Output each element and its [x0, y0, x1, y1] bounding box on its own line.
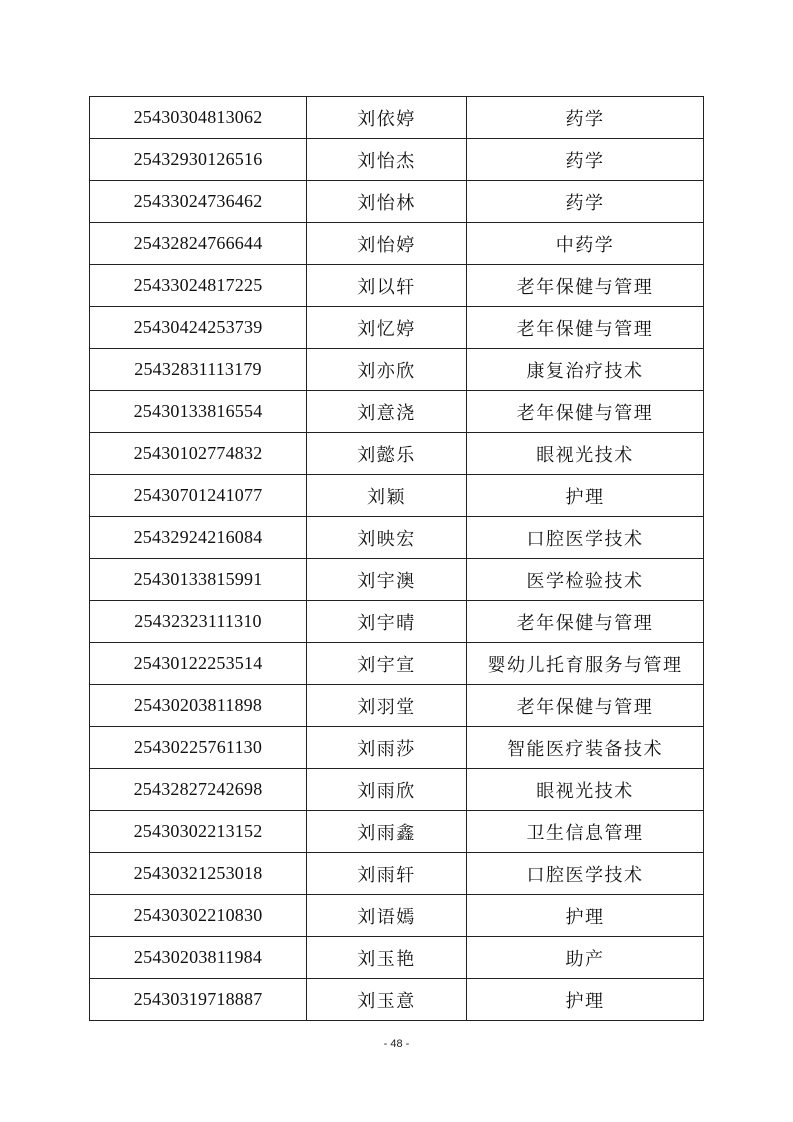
table-row [90, 853, 704, 895]
table-row [90, 727, 704, 769]
major-cell: 老年保健与管理 [467, 601, 704, 643]
student-name-cell: 刘映宏 [307, 517, 467, 559]
major-cell: 眼视光技术 [467, 769, 704, 811]
student-name-cell: 刘怡杰 [307, 139, 467, 181]
student-name-cell: 刘雨莎 [307, 727, 467, 769]
major-cell: 婴幼儿托育服务与管理 [467, 643, 704, 685]
student-id-cell: 25432924216084 [90, 517, 307, 559]
table-row [90, 391, 704, 433]
student-id-cell: 25432827242698 [90, 769, 307, 811]
student-id-cell: 25433024736462 [90, 181, 307, 223]
student-id-cell: 25430203811898 [90, 685, 307, 727]
major-cell: 老年保健与管理 [467, 265, 704, 307]
major-cell: 护理 [467, 979, 704, 1021]
major-cell: 药学 [467, 139, 704, 181]
major-cell: 康复治疗技术 [467, 349, 704, 391]
major-cell: 口腔医学技术 [467, 517, 704, 559]
student-id-cell: 25430133815991 [90, 559, 307, 601]
major-cell: 药学 [467, 181, 704, 223]
student-name-cell: 刘亦欣 [307, 349, 467, 391]
major-cell: 中药学 [467, 223, 704, 265]
major-cell: 智能医疗装备技术 [467, 727, 704, 769]
table-row [90, 517, 704, 559]
major-cell: 药学 [467, 97, 704, 139]
major-cell: 老年保健与管理 [467, 307, 704, 349]
major-cell: 护理 [467, 475, 704, 517]
student-id-cell: 25430701241077 [90, 475, 307, 517]
student-id-cell: 25430321253018 [90, 853, 307, 895]
student-id-cell: 25430319718887 [90, 979, 307, 1021]
roster-body [90, 97, 704, 1021]
student-name-cell: 刘宇晴 [307, 601, 467, 643]
table-row [90, 559, 704, 601]
student-id-cell: 25430225761130 [90, 727, 307, 769]
student-id-cell: 25430102774832 [90, 433, 307, 475]
table-row [90, 811, 704, 853]
student-name-cell: 刘颖 [307, 475, 467, 517]
major-cell: 助产 [467, 937, 704, 979]
student-name-cell: 刘宇宣 [307, 643, 467, 685]
table-row [90, 685, 704, 727]
table-row [90, 895, 704, 937]
student-id-cell: 25433024817225 [90, 265, 307, 307]
major-cell: 口腔医学技术 [467, 853, 704, 895]
student-name-cell: 刘宇澳 [307, 559, 467, 601]
student-name-cell: 刘怡婷 [307, 223, 467, 265]
student-roster-table [89, 96, 704, 1021]
table-row [90, 223, 704, 265]
table-row [90, 769, 704, 811]
table-row [90, 937, 704, 979]
major-cell: 医学检验技术 [467, 559, 704, 601]
table-row [90, 601, 704, 643]
major-cell: 眼视光技术 [467, 433, 704, 475]
student-id-cell: 25430203811984 [90, 937, 307, 979]
student-name-cell: 刘玉意 [307, 979, 467, 1021]
student-name-cell: 刘雨鑫 [307, 811, 467, 853]
student-id-cell: 25430302213152 [90, 811, 307, 853]
student-name-cell: 刘羽堂 [307, 685, 467, 727]
table-row [90, 475, 704, 517]
major-cell: 老年保健与管理 [467, 685, 704, 727]
student-name-cell: 刘怡林 [307, 181, 467, 223]
table-row [90, 979, 704, 1021]
table-row [90, 97, 704, 139]
student-id-cell: 25432831113179 [90, 349, 307, 391]
student-id-cell: 25430133816554 [90, 391, 307, 433]
major-cell: 老年保健与管理 [467, 391, 704, 433]
student-id-cell: 25432930126516 [90, 139, 307, 181]
student-name-cell: 刘雨欣 [307, 769, 467, 811]
student-name-cell: 刘玉艳 [307, 937, 467, 979]
student-name-cell: 刘忆婷 [307, 307, 467, 349]
page-number: - 48 - [383, 1038, 410, 1050]
student-name-cell: 刘以轩 [307, 265, 467, 307]
student-id-cell: 25430122253514 [90, 643, 307, 685]
table-row [90, 265, 704, 307]
student-name-cell: 刘懿乐 [307, 433, 467, 475]
major-cell: 护理 [467, 895, 704, 937]
table-row [90, 433, 704, 475]
major-cell: 卫生信息管理 [467, 811, 704, 853]
table-row [90, 307, 704, 349]
student-id-cell: 25430304813062 [90, 97, 307, 139]
student-name-cell: 刘意浇 [307, 391, 467, 433]
table-row [90, 643, 704, 685]
student-id-cell: 25432323111310 [90, 601, 307, 643]
student-id-cell: 25430424253739 [90, 307, 307, 349]
table-row [90, 181, 704, 223]
student-name-cell: 刘语嫣 [307, 895, 467, 937]
student-name-cell: 刘依婷 [307, 97, 467, 139]
student-id-cell: 25432824766644 [90, 223, 307, 265]
table-row [90, 349, 704, 391]
table-row [90, 139, 704, 181]
student-id-cell: 25430302210830 [90, 895, 307, 937]
student-name-cell: 刘雨轩 [307, 853, 467, 895]
